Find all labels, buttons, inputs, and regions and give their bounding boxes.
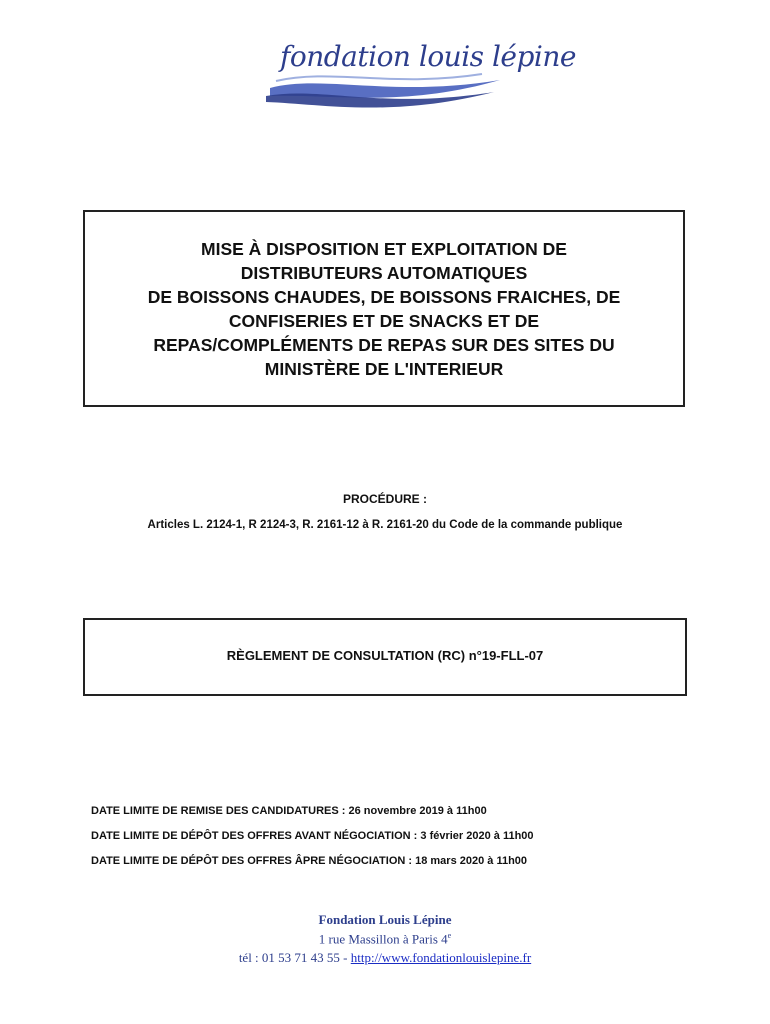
footer-organization: Fondation Louis Lépine <box>318 912 452 927</box>
deadline-candidatures: DATE LIMITE DE REMISE DES CANDIDATURES : 26 novembre 2019 à 11h00 <box>91 805 487 817</box>
title-line: DISTRIBUTEURS AUTOMATIQUES <box>240 262 528 283</box>
title-line: CONFISERIES ET DE SNACKS ET DE <box>228 310 540 331</box>
deadline-offers-after: DATE LIMITE DE DÉPÔT DES OFFRES ÂPRE NÉGOCIATION : 18 mars 2020 à 11h00 <box>91 855 528 867</box>
procedure-label: PROCÉDURE : <box>342 492 427 506</box>
deadline-offers-before: DATE LIMITE DE DÉPÔT DES OFFRES AVANT NÉGOCIATION : 3 février 2020 à 11h00 <box>91 830 534 842</box>
footer-address <box>0 931 770 947</box>
document-title-box <box>83 210 685 407</box>
footer-address-text: 1 rue Massillon à Paris 4 <box>318 931 448 947</box>
footer-phone: tél : 01 53 71 43 55 - <box>238 950 351 965</box>
footer-address-sup: e <box>447 931 452 940</box>
title-line: MISE À DISPOSITION ET EXPLOITATION DE <box>201 238 567 259</box>
website-link[interactable]: http://www.fondationlouislepine.fr <box>350 950 532 965</box>
title-line: DE BOISSONS CHAUDES, DE BOISSONS FRAICHES, DE <box>147 286 621 307</box>
rc-reference: RÈGLEMENT DE CONSULTATION (RC) n°19-FLL-07 <box>226 648 544 663</box>
procedure-articles: Articles L. 2124-1, R 2124-3, R. 2161-12 à R. 2161-20 du Code de la commande publique <box>147 519 623 531</box>
logo-text: fondation louis lépine <box>280 40 576 73</box>
title-line: MINISTÈRE DE L'INTERIEUR <box>264 358 504 379</box>
foundation-logo <box>262 36 576 116</box>
rc-box <box>83 618 687 696</box>
title-line: REPAS/COMPLÉMENTS DE REPAS SUR DES SITES DU <box>153 334 615 355</box>
footer-contact <box>0 950 770 966</box>
